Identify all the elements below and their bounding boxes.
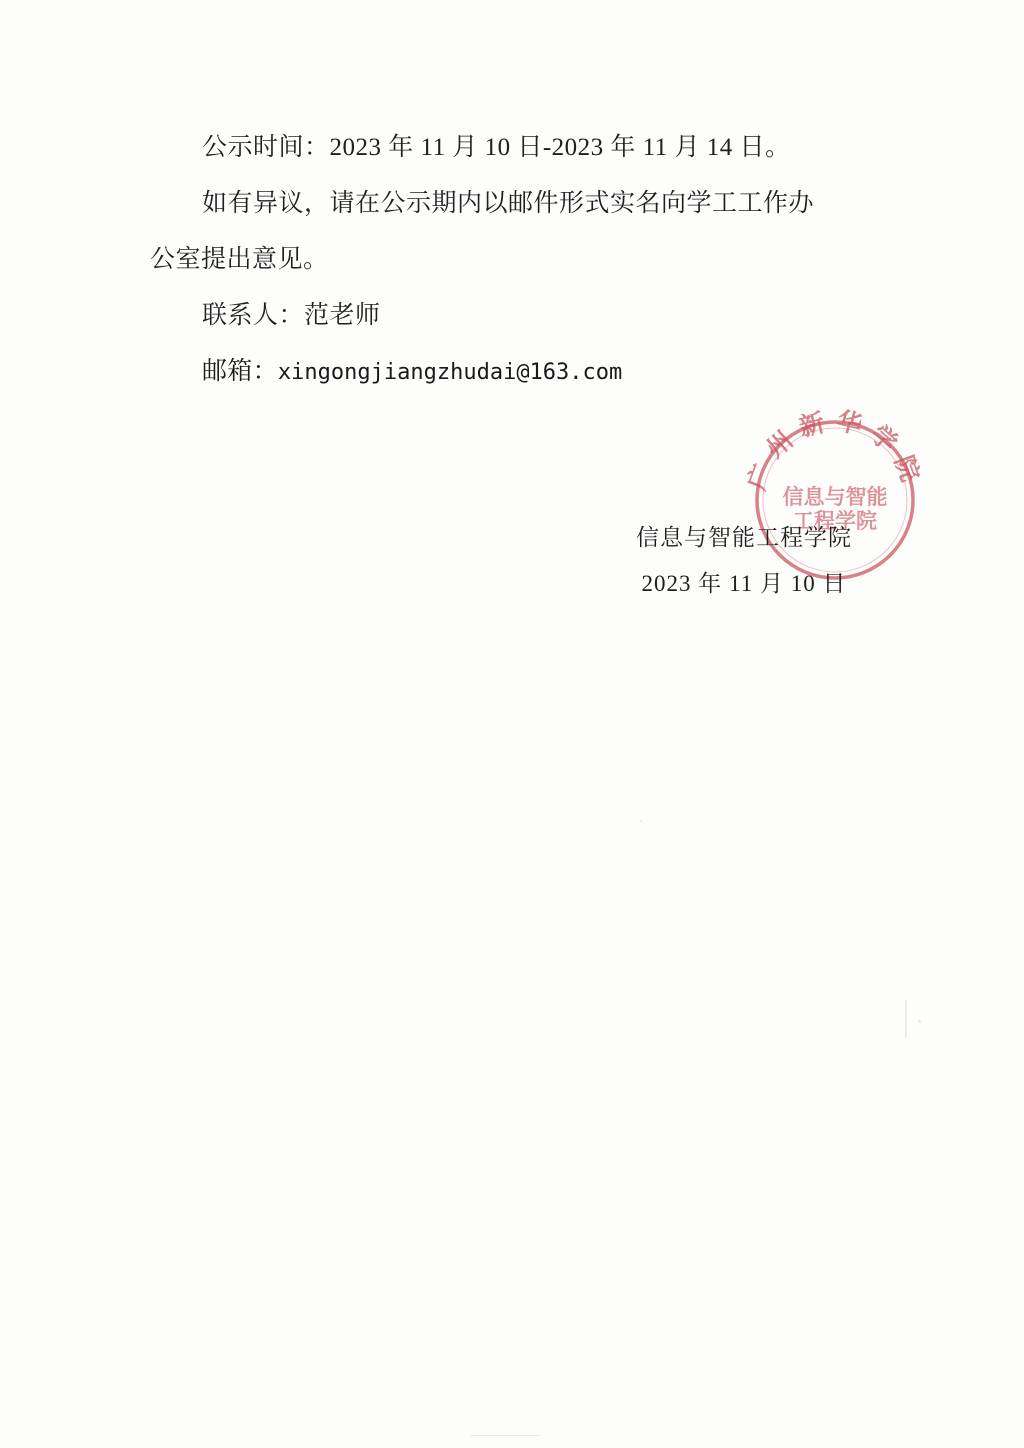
document-body (150, 120, 880, 401)
paragraph-contact-person: 联系人：范老师 (202, 302, 381, 329)
paragraph-publicity-period: 公示时间：2023 年 11 月 10 日-2023 年 11 月 14 日。 (202, 134, 791, 161)
svg-text:工程学院: 工程学院 (793, 510, 877, 533)
scan-bottom-mark (470, 1432, 540, 1436)
scan-speck (640, 820, 642, 822)
email-address: xingongjiangzhudai@163.com (277, 360, 623, 385)
email-label: 邮箱： (202, 358, 278, 385)
signature-block (594, 515, 894, 607)
signature-department: 信息与智能工程学院 (636, 525, 852, 550)
paragraph-objection-notice: 如有异议，请在公示期内以邮件形式实名向学工工作办 (202, 190, 815, 217)
scan-fold-line (905, 1000, 907, 1038)
svg-text:广州新华学院: 广州新华学院 (742, 406, 928, 494)
svg-text:信息与智能: 信息与智能 (782, 486, 888, 509)
signature-date: 2023 年 11 月 10 日 (641, 571, 847, 596)
scan-speck (918, 1020, 921, 1023)
paragraph-objection-notice-continued: 公室提出意见。 (150, 246, 329, 273)
contact-email-line (150, 344, 880, 401)
